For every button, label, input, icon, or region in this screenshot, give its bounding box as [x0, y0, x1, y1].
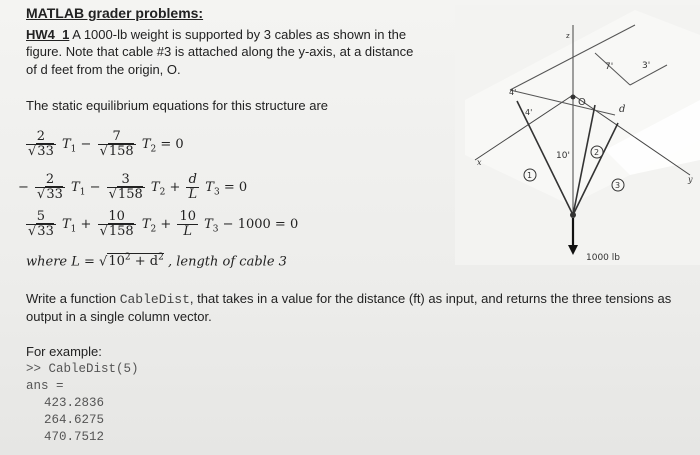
example-command: >> CableDist(5)	[26, 362, 139, 376]
cable-diagram	[455, 5, 700, 265]
dimension-10: 10'	[556, 151, 570, 161]
problem-id: HW4_1	[26, 27, 70, 42]
problem-line-1	[26, 26, 406, 44]
y-label: y	[688, 175, 693, 184]
joint-point	[570, 212, 576, 218]
function-name: CableDist	[119, 292, 190, 307]
dimension-3: 3'	[642, 61, 651, 71]
problem-text-1: A 1000-lb weight is supported by 3 cables as shown in the	[69, 27, 407, 42]
page-title: MATLAB grader problems:	[26, 5, 204, 21]
equation-2: − $\frac{2}{√33}$ $T_1$ − $\frac{3}{√158}$ $T_2$ + $\frac{d}{L}$ $T_3 = 0$	[18, 172, 248, 202]
task-description: Write a function CableDist, that takes in a value for the distance (ft) as input, and returns the three tensions as output in a single column vector.	[26, 291, 672, 324]
cable-1-label: 1	[527, 171, 533, 180]
equation-1: $\frac{2}{√33}$ $T_1$ − $\frac{7}{√158}$ $T_2 = 0$	[28, 129, 184, 159]
origin-point	[571, 95, 576, 100]
example-label: For example:	[26, 344, 102, 359]
example-ans: ans =	[26, 379, 64, 393]
example-value: 423.2836	[44, 396, 105, 410]
fraction: $\frac{7}{√158}$	[99, 129, 134, 159]
fraction: $\frac{d}{L}$	[188, 172, 198, 202]
d-label: d	[619, 104, 626, 115]
example-value: 264.6275	[44, 413, 105, 427]
fraction: $\frac{2}{√33}$	[37, 172, 63, 202]
fraction: $\frac{5}{√33}$	[28, 209, 54, 239]
problem-text-2: figure. Note that cable #3 is attached along the y-axis, at a distance	[26, 44, 414, 59]
origin-label: O	[578, 97, 586, 108]
cable-3-label: 3	[615, 181, 621, 190]
fraction: $\frac{10}{√158}$	[99, 209, 134, 239]
load-label: 1000 lb	[586, 253, 620, 263]
static-equilibrium-text: The static equilibrium equations for this structure are	[26, 98, 329, 113]
fraction: $\frac{2}{√33}$	[28, 129, 54, 159]
fraction: $\frac{10}{L}$	[179, 209, 196, 239]
where-definition: where $L = √10^2 + d^2$ , length of cable 3	[26, 253, 287, 270]
dimension-4a: 4'	[509, 88, 517, 97]
fraction: $\frac{3}{√158}$	[108, 172, 143, 202]
cable-2-label: 2	[594, 148, 600, 157]
cable-figure	[455, 5, 700, 265]
dimension-4b: 4'	[525, 108, 533, 117]
dimension-7: 7'	[605, 62, 614, 72]
x-label: x	[477, 158, 482, 167]
equation-3: $\frac{5}{√33}$ $T_1$ + $\frac{10}{√158}$ $T_2$ + $\frac{10}{L}$ $T_3 - 1000 = 0$	[28, 209, 299, 239]
example-value: 470.7512	[44, 430, 105, 444]
z-label: z	[566, 32, 570, 40]
problem-text-3: of d feet from the origin, O.	[26, 62, 181, 77]
